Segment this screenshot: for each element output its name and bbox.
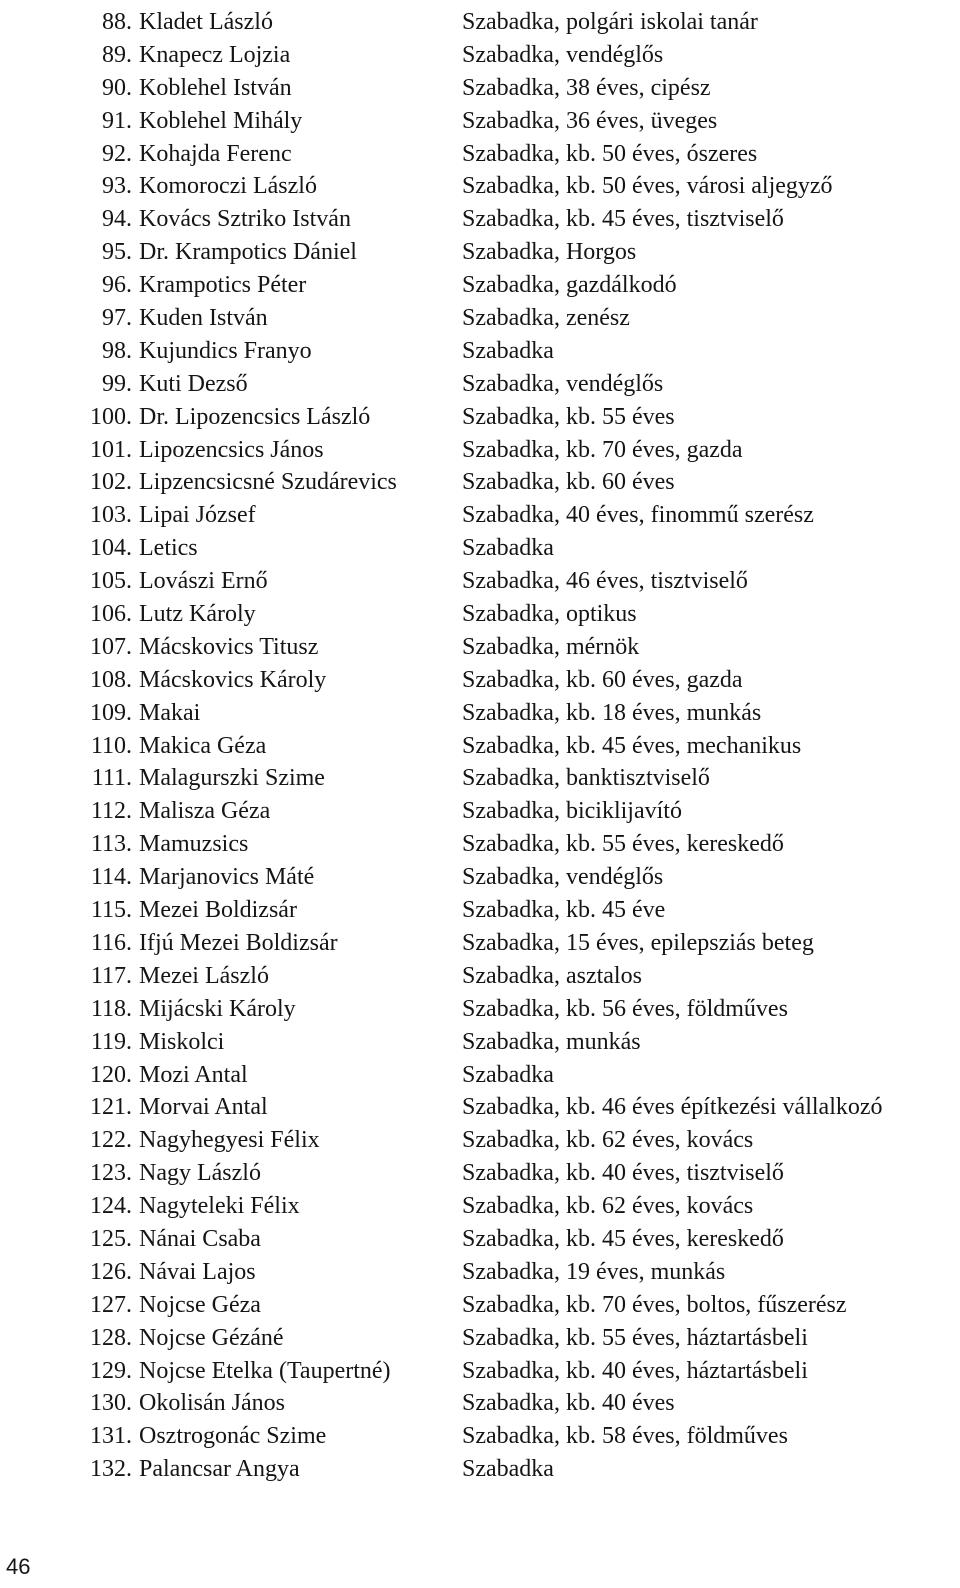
entry-description: Szabadka, munkás — [462, 1028, 641, 1055]
entry-name: Mijácski Károly — [139, 995, 296, 1022]
list-item — [0, 105, 960, 138]
entry-name: Palancsar Angya — [139, 1456, 300, 1483]
list-item — [0, 598, 960, 631]
entry-name: Makai — [139, 699, 201, 726]
entry-description: Szabadka, mérnök — [462, 633, 640, 660]
entry-number: 101. — [90, 436, 132, 463]
entry-number: 125. — [90, 1225, 132, 1252]
entry-name: Nagy László — [139, 1160, 261, 1187]
entry-number: 107. — [90, 633, 132, 660]
entry-number: 103. — [90, 502, 132, 529]
entry-number: 115. — [90, 897, 132, 924]
entry-name: Knapecz Lojzia — [139, 41, 291, 68]
entry-description: Szabadka, kb. 55 éves — [462, 403, 675, 430]
entry-description: Szabadka, kb. 40 éves — [462, 1390, 675, 1417]
entry-description: Szabadka, asztalos — [462, 962, 642, 989]
entry-description: Szabadka, kb. 40 éves, tisztviselő — [462, 1160, 784, 1187]
entry-name: Kuden István — [139, 305, 268, 332]
entry-name: Makica Géza — [139, 732, 267, 759]
entry-description: Szabadka, kb. 45 éves, kereskedő — [462, 1225, 784, 1252]
entry-name: Kovács Sztriko István — [139, 206, 351, 233]
entry-description: Szabadka — [462, 1061, 554, 1088]
list-item — [0, 927, 960, 960]
entry-description: Szabadka, kb. 55 éves, háztartásbeli — [462, 1324, 808, 1351]
entry-name: Krampotics Péter — [139, 272, 307, 299]
list-item — [0, 466, 960, 499]
entry-name: Dr. Krampotics Dániel — [139, 239, 357, 266]
list-item — [0, 828, 960, 861]
entry-name: Ifjú Mezei Boldizsár — [139, 929, 338, 956]
list-item — [0, 6, 960, 39]
entry-description: Szabadka, vendéglős — [462, 41, 664, 68]
list-item — [0, 335, 960, 368]
entry-number: 110. — [90, 732, 132, 759]
list-item — [0, 269, 960, 302]
list-item — [0, 960, 960, 993]
entry-name: Nagyteleki Félix — [139, 1193, 300, 1220]
list-item — [0, 1026, 960, 1059]
entry-description: Szabadka, kb. 50 éves, ószeres — [462, 140, 758, 167]
entry-number: 95. — [102, 239, 132, 266]
entry-name: Kuti Dezső — [139, 370, 248, 397]
entry-name: Okolisán János — [139, 1390, 285, 1417]
entry-number: 97. — [102, 305, 132, 332]
list-item — [0, 1289, 960, 1322]
entry-description: Szabadka, 15 éves, epilepsziás beteg — [462, 929, 814, 956]
list-item — [0, 434, 960, 467]
entry-description: Szabadka, vendéglős — [462, 864, 664, 891]
entry-description: Szabadka, kb. 45 éves, tisztviselő — [462, 206, 784, 233]
entry-description: Szabadka, kb. 55 éves, kereskedő — [462, 831, 784, 858]
entry-description: Szabadka, kb. 18 éves, munkás — [462, 699, 762, 726]
entry-description: Szabadka — [462, 535, 554, 562]
entry-name: Kujundics Franyo — [139, 337, 312, 364]
list-item — [0, 203, 960, 236]
entry-description: Szabadka, Horgos — [462, 239, 637, 266]
entry-description: Szabadka, biciklijavító — [462, 798, 682, 825]
entry-number: 96. — [102, 272, 132, 299]
entry-number: 91. — [102, 107, 132, 134]
entry-name: Lipai József — [139, 502, 256, 529]
entry-name: Morvai Antal — [139, 1094, 268, 1121]
entry-name: Nagyhegyesi Félix — [139, 1127, 320, 1154]
entry-description: Szabadka, 38 éves, cipész — [462, 74, 711, 101]
entry-number: 132. — [90, 1456, 132, 1483]
list-item — [0, 861, 960, 894]
list-item — [0, 1387, 960, 1420]
entry-number: 99. — [102, 370, 132, 397]
entry-number: 129. — [90, 1357, 132, 1384]
entry-name: Koblehel István — [139, 74, 292, 101]
entry-number: 122. — [90, 1127, 132, 1154]
list-item — [0, 302, 960, 335]
entry-number: 117. — [90, 962, 132, 989]
list-item — [0, 401, 960, 434]
entry-description: Szabadka, kb. 46 éves építkezési vállalkozó — [462, 1094, 883, 1121]
entry-number: 106. — [90, 601, 132, 628]
list-item — [0, 993, 960, 1026]
entry-name: Mácskovics Károly — [139, 666, 327, 693]
entry-name: Osztrogonác Szime — [139, 1423, 327, 1450]
entry-description: Szabadka, kb. 56 éves, földműves — [462, 995, 788, 1022]
entry-number: 128. — [90, 1324, 132, 1351]
entry-description: Szabadka, kb. 45 éve — [462, 897, 666, 924]
entry-number: 104. — [90, 535, 132, 562]
entry-number: 130. — [90, 1390, 132, 1417]
list-item — [0, 1223, 960, 1256]
list-item — [0, 138, 960, 171]
list-item — [0, 565, 960, 598]
entry-name: Koblehel Mihály — [139, 107, 303, 134]
entry-description: Szabadka, 19 éves, munkás — [462, 1258, 726, 1285]
entry-name: Mezei László — [139, 962, 269, 989]
entry-name: Marjanovics Máté — [139, 864, 315, 891]
entry-name: Letics — [139, 535, 198, 562]
list-item — [0, 1453, 960, 1486]
entry-number: 123. — [90, 1160, 132, 1187]
list-item — [0, 730, 960, 763]
entry-name: Kladet László — [139, 9, 273, 35]
entry-name: Komoroczi László — [139, 173, 317, 200]
entry-name: Mácskovics Titusz — [139, 633, 319, 660]
list-item — [0, 894, 960, 927]
entry-name: Návai Lajos — [139, 1258, 256, 1285]
list-item — [0, 1322, 960, 1355]
entry-name: Lutz Károly — [139, 601, 256, 628]
entry-name: Nojcse Géza — [139, 1291, 261, 1318]
list-item — [0, 1355, 960, 1388]
entry-number: 127. — [90, 1291, 132, 1318]
entry-number: 89. — [102, 41, 132, 68]
entry-description: Szabadka, kb. 62 éves, kovács — [462, 1193, 754, 1220]
entry-number: 120. — [90, 1061, 132, 1088]
entry-name: Miskolci — [139, 1028, 225, 1055]
entry-number: 116. — [90, 929, 132, 956]
entry-number: 105. — [90, 568, 132, 595]
entry-number: 119. — [90, 1028, 132, 1055]
entry-number: 113. — [90, 831, 132, 858]
entry-name: Malisza Géza — [139, 798, 271, 825]
entry-number: 90. — [102, 74, 132, 101]
entry-description: Szabadka, optikus — [462, 601, 637, 628]
list-item — [0, 762, 960, 795]
list-item — [0, 39, 960, 72]
list-item — [0, 1256, 960, 1289]
entry-name: Mezei Boldizsár — [139, 897, 297, 924]
entry-description: Szabadka — [462, 1456, 554, 1483]
entry-name: Lipozencsics János — [139, 436, 324, 463]
name-list — [0, 6, 960, 1486]
entry-description: Szabadka, banktisztviselő — [462, 765, 710, 792]
entry-number: 126. — [90, 1258, 132, 1285]
entry-name: Mamuzsics — [139, 831, 249, 858]
entry-description: Szabadka — [462, 337, 554, 364]
entry-description: Szabadka, kb. 60 éves — [462, 469, 675, 496]
entry-number: 112. — [90, 798, 132, 825]
entry-number: 92. — [102, 140, 132, 167]
entry-description: Szabadka, kb. 50 éves, városi aljegyző — [462, 173, 833, 200]
entry-number: 118. — [90, 995, 132, 1022]
list-item — [0, 1420, 960, 1453]
entry-number: 102. — [90, 469, 132, 496]
entry-name: Malagurszki Szime — [139, 765, 325, 792]
entry-number: 114. — [90, 864, 132, 891]
entry-number: 109. — [90, 699, 132, 726]
entry-name: Mozi Antal — [139, 1061, 248, 1088]
entry-name: Nánai Csaba — [139, 1225, 261, 1252]
entry-description: Szabadka, polgári iskolai tanár — [462, 9, 758, 35]
entry-description: Szabadka, 46 éves, tisztviselő — [462, 568, 748, 595]
entry-number: 93. — [102, 173, 132, 200]
list-item — [0, 170, 960, 203]
list-item — [0, 631, 960, 664]
list-item — [0, 499, 960, 532]
list-item — [0, 1124, 960, 1157]
entry-description: Szabadka, kb. 45 éves, mechanikus — [462, 732, 802, 759]
entry-description: Szabadka, gazdálkodó — [462, 272, 677, 299]
entry-name: Dr. Lipozencsics László — [139, 403, 371, 430]
list-item — [0, 1157, 960, 1190]
entry-description: Szabadka, kb. 60 éves, gazda — [462, 666, 743, 693]
entry-name: Nojcse Gézáné — [139, 1324, 284, 1351]
entry-description: Szabadka, vendéglős — [462, 370, 664, 397]
list-item — [0, 72, 960, 105]
list-item — [0, 664, 960, 697]
list-item — [0, 1091, 960, 1124]
entry-name: Lipzencsicsné Szudárevics — [139, 469, 397, 496]
entry-description: Szabadka, kb. 58 éves, földműves — [462, 1423, 788, 1450]
entry-number: 121. — [90, 1094, 132, 1121]
list-item — [0, 236, 960, 269]
entry-name: Nojcse Etelka (Taupertné) — [139, 1357, 391, 1384]
entry-number: 100. — [90, 403, 132, 430]
list-item — [0, 532, 960, 565]
entry-description: Szabadka, kb. 62 éves, kovács — [462, 1127, 754, 1154]
entry-number: 108. — [90, 666, 132, 693]
entry-number: 94. — [102, 206, 132, 233]
entry-name: Kohajda Ferenc — [139, 140, 292, 167]
entry-description: Szabadka, zenész — [462, 305, 630, 332]
entry-number: 98. — [102, 337, 132, 364]
entry-description: Szabadka, 36 éves, üveges — [462, 107, 718, 134]
list-item — [0, 1190, 960, 1223]
list-item — [0, 368, 960, 401]
entry-description: Szabadka, kb. 70 éves, gazda — [462, 436, 743, 463]
page-number: 46 — [6, 1554, 31, 1579]
list-item — [0, 1059, 960, 1092]
entry-number: 88. — [102, 9, 132, 35]
entry-description: Szabadka, kb. 40 éves, háztartásbeli — [462, 1357, 808, 1384]
entry-number: 124. — [90, 1193, 132, 1220]
entry-description: Szabadka, kb. 70 éves, boltos, fűszerész — [462, 1291, 847, 1318]
list-item — [0, 795, 960, 828]
entry-number: 111. — [91, 765, 132, 792]
list-item — [0, 697, 960, 730]
entry-name: Lovászi Ernő — [139, 568, 268, 595]
entry-number: 131. — [90, 1423, 132, 1450]
entry-description: Szabadka, 40 éves, finommű szerész — [462, 502, 814, 529]
